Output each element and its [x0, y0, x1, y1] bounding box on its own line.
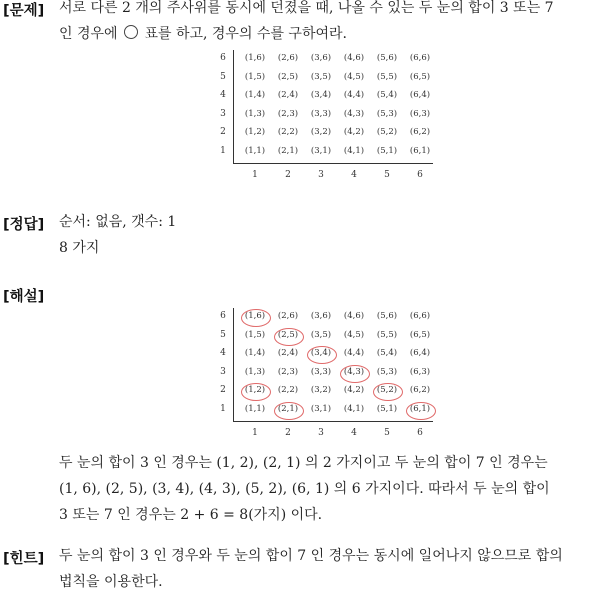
row-label: 4: [220, 348, 226, 358]
table-cell: (1,1): [244, 145, 266, 156]
explanation-label: [해설]: [3, 289, 45, 305]
explanation-text: [59, 450, 589, 528]
table-cell: (5,5): [376, 71, 398, 82]
row-label: 5: [220, 329, 226, 340]
table-cell: (3,2): [310, 127, 332, 137]
table-cell: (1,1): [244, 403, 266, 414]
col-label: 4: [351, 170, 357, 180]
hint-line-2: 법칙을 이용한다.: [59, 574, 163, 590]
dice-table-problem: [218, 50, 433, 180]
problem-line-2a: 인 경우에: [59, 26, 118, 42]
col-label: 2: [285, 428, 291, 438]
dice-table-explanation: [218, 308, 433, 438]
col-label: 6: [417, 170, 423, 180]
table-cell: (2,3): [277, 366, 299, 377]
col-label: 3: [318, 170, 324, 180]
table-cell: (4,4): [343, 90, 365, 100]
highlight-circle: [241, 383, 271, 401]
explanation-line-1: 두 눈의 합이 3 인 경우는 (1, 2), (2, 1) 의 2 가지이고 두 눈의 합이 7 인 경우는: [59, 455, 548, 471]
table-cell: (1,5): [244, 71, 266, 82]
y-axis-line: [233, 308, 234, 421]
explanation-line-3: 3 또는 7 인 경우는 2 + 6 = 8(가지) 이다.: [59, 507, 323, 523]
table-cell: (1,6): [244, 53, 266, 63]
problem-line-2b: 표를 하고, 경우의 수를 구하여라.: [144, 26, 347, 42]
answer-line-2: 8 가지: [59, 240, 100, 256]
table-cell: (2,2): [277, 385, 299, 395]
row-label: 2: [220, 385, 226, 395]
row-label: 2: [220, 127, 226, 137]
table-cell: (4,5): [343, 71, 365, 82]
table-cell: (1,2): [244, 127, 266, 137]
col-label: 3: [318, 428, 324, 438]
table-cell: (4,6): [343, 53, 365, 63]
highlight-circle: [274, 402, 304, 420]
explanation-line-2: (1, 6), (2, 5), (3, 4), (4, 3), (5, 2), (6, 1) 의 6 가지이다. 따라서 두 눈의 합이: [59, 481, 550, 497]
x-axis-line: [233, 163, 433, 164]
table-cell: (3,5): [310, 329, 332, 340]
table-cell: (5,6): [376, 53, 398, 63]
table-cell: (2,4): [277, 90, 299, 100]
row-label: 6: [220, 53, 226, 63]
table-cell: (6,1): [409, 145, 431, 156]
table-cell: (6,6): [409, 311, 431, 321]
table-cell: (4,6): [343, 311, 365, 321]
table-cell: (2,1): [277, 145, 299, 156]
table-cell: (6,2): [409, 127, 431, 137]
table-cell: (1,2): [244, 385, 266, 395]
highlight-circle: [406, 402, 436, 420]
table-cell: (5,3): [376, 366, 398, 377]
problem-label: [문제]: [3, 3, 45, 19]
table-cell: (1,3): [244, 366, 266, 377]
table-cell: (5,4): [376, 90, 398, 100]
table-cell: (3,4): [310, 348, 332, 358]
table-cell: (6,1): [409, 403, 431, 414]
col-label: 1: [252, 428, 258, 438]
table-cell: (4,1): [343, 145, 365, 156]
table-cell: (2,6): [277, 311, 299, 321]
table-cell: (2,1): [277, 403, 299, 414]
table-cell: (5,1): [376, 145, 398, 156]
table-cell: (5,5): [376, 329, 398, 340]
col-label: 5: [384, 428, 390, 438]
highlight-circle: [340, 365, 370, 383]
table-cell: (3,1): [310, 145, 332, 156]
table-cell: (4,5): [343, 329, 365, 340]
table-cell: (6,5): [409, 71, 431, 82]
y-axis-line: [233, 50, 234, 163]
col-label: 2: [285, 170, 291, 180]
highlight-circle: [274, 328, 304, 346]
table-cell: (3,6): [310, 53, 332, 63]
table-cell: (6,2): [409, 385, 431, 395]
col-label: 5: [384, 170, 390, 180]
table-cell: (1,4): [244, 348, 266, 358]
table-cell: (6,5): [409, 329, 431, 340]
table-cell: (2,4): [277, 348, 299, 358]
col-label: 1: [252, 170, 258, 180]
x-axis-line: [233, 421, 433, 422]
table-cell: (1,5): [244, 329, 266, 340]
table-cell: (3,2): [310, 385, 332, 395]
row-label: 5: [220, 71, 226, 82]
table-cell: (4,2): [343, 127, 365, 137]
table-cell: (2,5): [277, 329, 299, 340]
circle-symbol-icon: [124, 25, 138, 39]
table-cell: (6,6): [409, 53, 431, 63]
table-cell: (5,1): [376, 403, 398, 414]
row-label: 1: [220, 145, 226, 156]
table-cell: (6,3): [409, 108, 431, 119]
table-cell: (5,4): [376, 348, 398, 358]
table-cell: (2,5): [277, 71, 299, 82]
table-cell: (3,3): [310, 366, 332, 377]
table-cell: (2,6): [277, 53, 299, 63]
table-cell: (4,1): [343, 403, 365, 414]
highlight-circle: [241, 309, 271, 327]
table-cell: (1,3): [244, 108, 266, 119]
table-cell: (6,3): [409, 366, 431, 377]
table-cell: (4,2): [343, 385, 365, 395]
problem-line-1: 서로 다른 2 개의 주사위를 동시에 던졌을 때, 나올 수 있는 두 눈의 합이 3 또는 7: [59, 0, 554, 16]
row-label: 3: [220, 366, 226, 377]
table-cell: (2,2): [277, 127, 299, 137]
table-cell: (5,2): [376, 127, 398, 137]
table-cell: (4,4): [343, 348, 365, 358]
table-cell: (3,3): [310, 108, 332, 119]
problem-line-2: [59, 21, 589, 47]
table-cell: (5,2): [376, 385, 398, 395]
table-cell: (2,3): [277, 108, 299, 119]
problem-text: [59, 0, 589, 47]
row-label: 3: [220, 108, 226, 119]
table-cell: (5,6): [376, 311, 398, 321]
highlight-circle: [307, 346, 337, 364]
row-label: 1: [220, 403, 226, 414]
table-cell: (1,6): [244, 311, 266, 321]
table-cell: (6,4): [409, 348, 431, 358]
row-label: 4: [220, 90, 226, 100]
table-cell: (3,5): [310, 71, 332, 82]
answer-label: [정답]: [3, 217, 45, 233]
highlight-circle: [373, 383, 403, 401]
table-cell: (4,3): [343, 366, 365, 377]
table-cell: (3,4): [310, 90, 332, 100]
hint-text: [59, 543, 589, 595]
table-cell: (3,6): [310, 311, 332, 321]
hint-line-1: 두 눈의 합이 3 인 경우와 두 눈의 합이 7 인 경우는 동시에 일어나지 않으므로 합의: [59, 548, 563, 564]
table-cell: (1,4): [244, 90, 266, 100]
table-cell: (6,4): [409, 90, 431, 100]
table-cell: (4,3): [343, 108, 365, 119]
answer-text: [59, 209, 589, 261]
col-label: 6: [417, 428, 423, 438]
hint-label: [힌트]: [3, 551, 45, 567]
row-label: 6: [220, 311, 226, 321]
table-cell: (5,3): [376, 108, 398, 119]
table-cell: (3,1): [310, 403, 332, 414]
col-label: 4: [351, 428, 357, 438]
answer-line-1: 순서: 없음, 갯수: 1: [59, 214, 177, 230]
